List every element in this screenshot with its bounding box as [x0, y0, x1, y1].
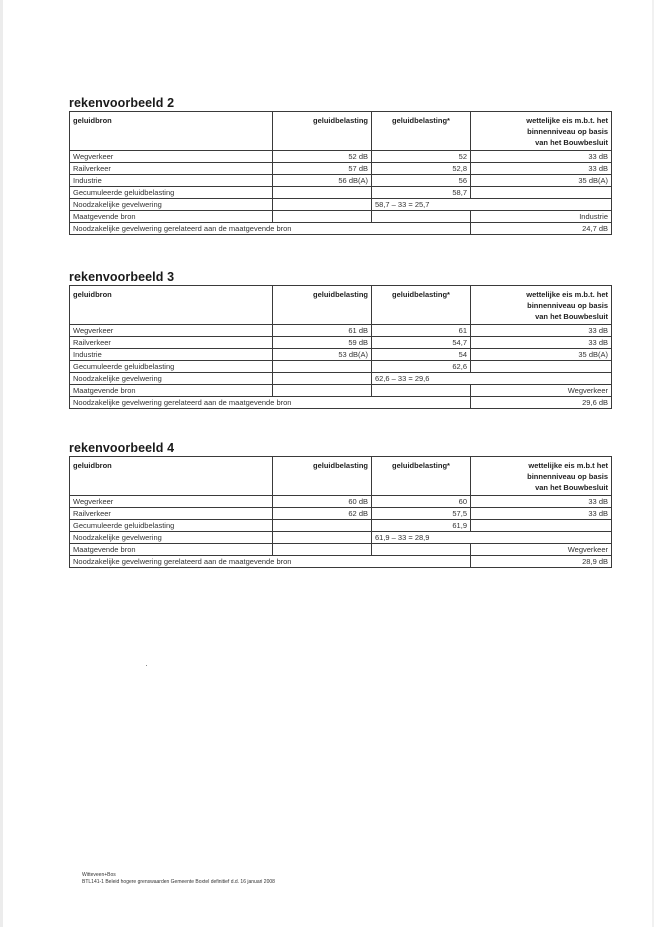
cumulated-value: 62,6 — [372, 361, 471, 373]
section-title: rekenvoorbeeld 4 — [69, 441, 175, 455]
related-label: Noodzakelijke gevelwering gerelateerd aan de maatgevende bron — [70, 397, 471, 409]
related-label: Noodzakelijke gevelwering gerelateerd aan de maatgevende bron — [70, 556, 471, 568]
source-requirement: 33 dB — [471, 325, 612, 337]
section-title: rekenvoorbeeld 3 — [69, 270, 175, 284]
empty-cell — [471, 187, 612, 199]
source-load-star: 57,5 — [372, 508, 471, 520]
source-load: 52 dB — [273, 151, 372, 163]
source-load-star: 54,7 — [372, 337, 471, 349]
empty-cell — [273, 211, 372, 223]
source-requirement: 33 dB — [471, 151, 612, 163]
source-name: Railverkeer — [70, 163, 273, 175]
header-legal-requirement — [471, 112, 612, 151]
table-row — [70, 496, 612, 508]
source-load-star: 60 — [372, 496, 471, 508]
cumulated-label: Gecumuleerde geluidbelasting — [70, 361, 273, 373]
header-legal-requirement — [471, 286, 612, 325]
header-legal-line-1: wettelijke eis m.b.t. het — [526, 290, 608, 299]
table-header-row — [70, 457, 612, 496]
empty-cell — [273, 544, 372, 556]
header-legal-line-1: wettelijke eis m.b.t. het — [526, 116, 608, 125]
table-row — [70, 163, 612, 175]
header-legal-line-1: wettelijke eis m.b.t het — [528, 461, 608, 470]
empty-cell — [372, 544, 471, 556]
source-load: 59 dB — [273, 337, 372, 349]
facade-value: 62,6 – 33 = 29,6 — [372, 373, 612, 385]
cumulated-value: 61,9 — [372, 520, 471, 532]
source-requirement: 33 dB — [471, 508, 612, 520]
calculation-table — [69, 456, 612, 568]
related-value: 29,6 dB — [471, 397, 612, 409]
source-load-star: 52 — [372, 151, 471, 163]
facade-label: Noodzakelijke gevelwering — [70, 532, 273, 544]
empty-cell — [273, 199, 372, 211]
header-noise-load-star: geluidbelasting* — [372, 112, 471, 151]
section-title: rekenvoorbeeld 2 — [69, 96, 175, 110]
header-noise-load-star: geluidbelasting* — [372, 457, 471, 496]
source-name: Industrie — [70, 349, 273, 361]
example-section-4 — [69, 441, 611, 568]
governing-label: Maatgevende bron — [70, 211, 273, 223]
header-legal-line-3: van het Bouwbesluit — [535, 138, 608, 147]
source-requirement: 33 dB — [471, 496, 612, 508]
governing-row — [70, 544, 612, 556]
source-name: Wegverkeer — [70, 325, 273, 337]
header-noise-load: geluidbelasting — [273, 457, 372, 496]
table-row — [70, 151, 612, 163]
header-source: geluidbron — [70, 112, 273, 151]
governing-label: Maatgevende bron — [70, 385, 273, 397]
header-noise-load: geluidbelasting — [273, 112, 372, 151]
header-noise-load: geluidbelasting — [273, 286, 372, 325]
cumulated-row — [70, 361, 612, 373]
empty-cell — [273, 361, 372, 373]
example-section-2 — [69, 96, 611, 235]
table-row — [70, 349, 612, 361]
related-value: 28,9 dB — [471, 556, 612, 568]
governing-value: Wegverkeer — [471, 544, 612, 556]
header-source: geluidbron — [70, 286, 273, 325]
table-header-row — [70, 286, 612, 325]
source-load: 60 dB — [273, 496, 372, 508]
source-name: Wegverkeer — [70, 496, 273, 508]
related-label: Noodzakelijke gevelwering gerelateerd aan de maatgevende bron — [70, 223, 471, 235]
related-value: 24,7 dB — [471, 223, 612, 235]
calculation-table — [69, 111, 612, 235]
source-name: Industrie — [70, 175, 273, 187]
governing-label: Maatgevende bron — [70, 544, 273, 556]
footer-company: Witteveen+Bos — [82, 872, 116, 878]
source-load: 62 dB — [273, 508, 372, 520]
source-load-star: 54 — [372, 349, 471, 361]
related-row — [70, 556, 612, 568]
header-legal-line-2: binnenniveau op basis — [527, 472, 608, 481]
source-load: 56 dB(A) — [273, 175, 372, 187]
header-legal-line-3: van het Bouwbesluit — [535, 483, 608, 492]
facade-row — [70, 373, 612, 385]
cumulated-label: Gecumuleerde geluidbelasting — [70, 520, 273, 532]
empty-cell — [273, 385, 372, 397]
source-load: 57 dB — [273, 163, 372, 175]
empty-cell — [273, 187, 372, 199]
source-load: 61 dB — [273, 325, 372, 337]
empty-cell — [372, 211, 471, 223]
facade-label: Noodzakelijke gevelwering — [70, 199, 273, 211]
header-legal-line-2: binnenniveau op basis — [527, 301, 608, 310]
cumulated-row — [70, 520, 612, 532]
cumulated-label: Gecumuleerde geluidbelasting — [70, 187, 273, 199]
calculation-table — [69, 285, 612, 409]
header-legal-requirement — [471, 457, 612, 496]
governing-row — [70, 385, 612, 397]
empty-cell — [471, 361, 612, 373]
header-legal-line-3: van het Bouwbesluit — [535, 312, 608, 321]
source-name: Railverkeer — [70, 337, 273, 349]
table-row — [70, 325, 612, 337]
example-section-3 — [69, 270, 611, 409]
cumulated-row — [70, 187, 612, 199]
facade-value: 61,9 – 33 = 28,9 — [372, 532, 612, 544]
footer-reference: BTL141-1 Beleid hogere grenswaarden Gemeente Boxtel definitief d.d. 16 januari 2008 — [82, 879, 275, 885]
page-footer — [82, 872, 275, 886]
source-name: Wegverkeer — [70, 151, 273, 163]
table-row — [70, 508, 612, 520]
table-header-row — [70, 112, 612, 151]
facade-label: Noodzakelijke gevelwering — [70, 373, 273, 385]
source-requirement: 33 dB — [471, 163, 612, 175]
header-source: geluidbron — [70, 457, 273, 496]
empty-cell — [273, 520, 372, 532]
scan-speck — [146, 665, 147, 666]
empty-cell — [273, 532, 372, 544]
facade-row — [70, 199, 612, 211]
scan-edge-left — [0, 0, 3, 927]
empty-cell — [471, 520, 612, 532]
empty-cell — [273, 373, 372, 385]
source-load-star: 56 — [372, 175, 471, 187]
source-name: Railverkeer — [70, 508, 273, 520]
source-load-star: 61 — [372, 325, 471, 337]
table-row — [70, 337, 612, 349]
facade-row — [70, 532, 612, 544]
facade-value: 58,7 – 33 = 25,7 — [372, 199, 612, 211]
governing-value: Wegverkeer — [471, 385, 612, 397]
table-row — [70, 175, 612, 187]
source-requirement: 33 dB — [471, 337, 612, 349]
source-load: 53 dB(A) — [273, 349, 372, 361]
source-requirement: 35 dB(A) — [471, 349, 612, 361]
header-legal-line-2: binnenniveau op basis — [527, 127, 608, 136]
header-noise-load-star: geluidbelasting* — [372, 286, 471, 325]
related-row — [70, 397, 612, 409]
source-load-star: 52,8 — [372, 163, 471, 175]
cumulated-value: 58,7 — [372, 187, 471, 199]
source-requirement: 35 dB(A) — [471, 175, 612, 187]
governing-value: Industrie — [471, 211, 612, 223]
empty-cell — [372, 385, 471, 397]
related-row — [70, 223, 612, 235]
governing-row — [70, 211, 612, 223]
